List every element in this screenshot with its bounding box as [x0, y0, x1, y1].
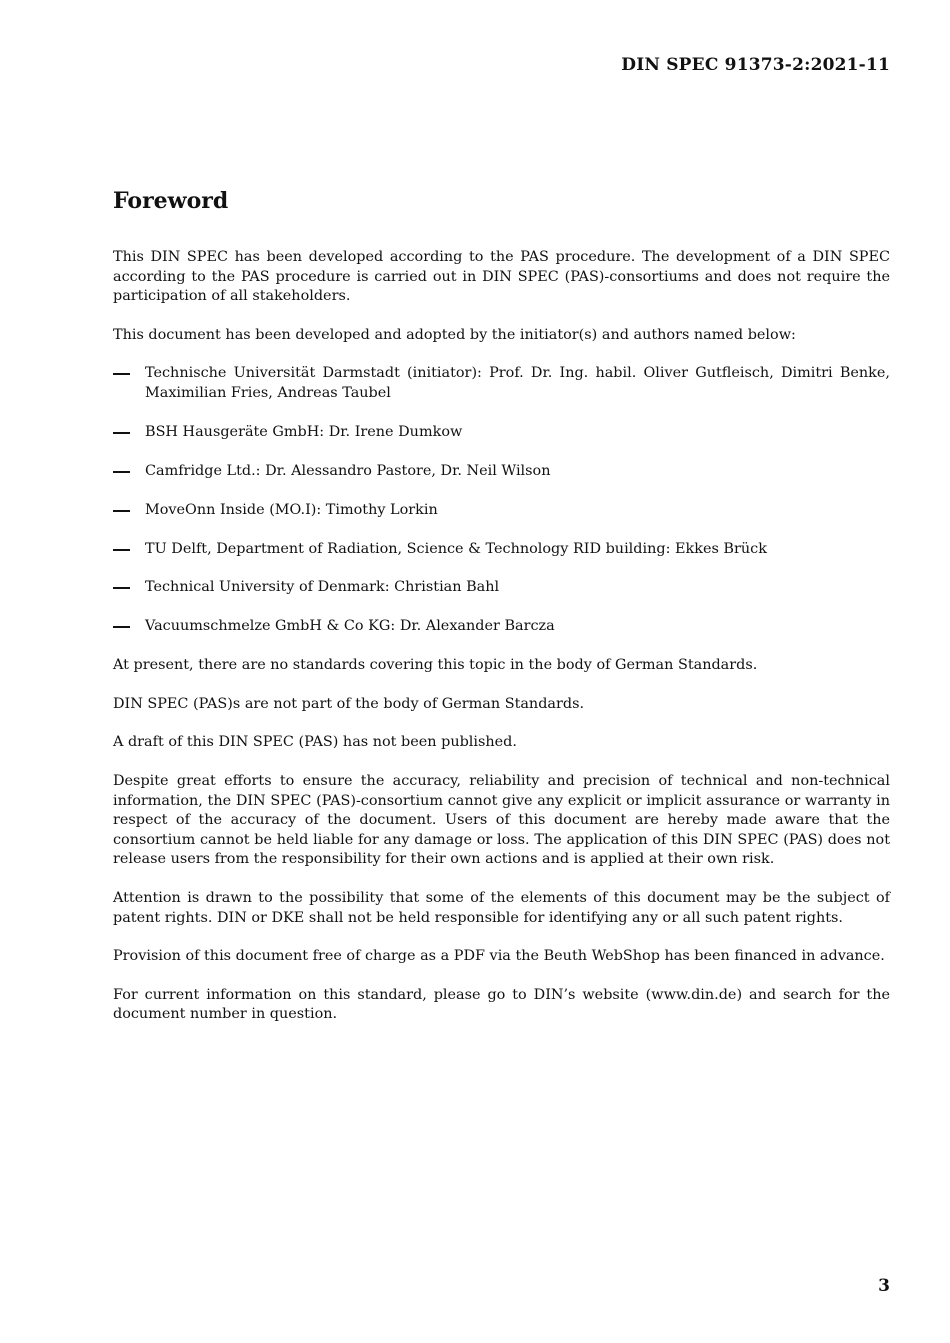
disclaimer-paragraph: Despite great efforts to ensure the accuracy, reliability and precision of technical and non-technical information, the DIN SPEC (PAS)-consortium cannot give any explicit or implicit assurance or warranty in respect of the accuracy of the document. Users of this document are hereby made aware that the consortium cannot be held liable for any damage or loss. The application of this DIN SPEC (PAS) does not release users from the responsibility for their own actions and is applied at their own risk. — [113, 772, 890, 868]
document-id: DIN SPEC 91373-2:2021-11 — [621, 55, 890, 75]
authors-list — [113, 364, 890, 637]
standards-paragraph: At present, there are no standards covering this topic in the body of German Standards. — [113, 657, 758, 674]
dash-bullet-icon — [113, 432, 130, 434]
provision-paragraph: Provision of this document free of charge as a PDF via the Beuth WebShop has been financed in advance. — [113, 948, 885, 965]
list-item — [113, 364, 890, 403]
dash-bullet-icon — [113, 373, 130, 375]
list-item-text: MoveOnn Inside (MO.I): Timothy Lorkin — [145, 501, 438, 518]
page-number: 3 — [878, 1276, 890, 1296]
list-item-text: TU Delft, Department of Radiation, Science & Technology RID building: Ekkes Brück — [145, 540, 767, 557]
list-item — [113, 540, 890, 560]
patent-paragraph: Attention is drawn to the possibility that some of the elements of this document may be the subject of patent rights. DIN or DKE shall not be held responsible for identifying any or all such patent rights. — [113, 889, 890, 926]
dash-bullet-icon — [113, 471, 130, 473]
dash-bullet-icon — [113, 626, 130, 628]
pas-paragraph: DIN SPEC (PAS)s are not part of the body of German Standards. — [113, 695, 585, 712]
authors-intro-paragraph: This document has been developed and adopted by the initiator(s) and authors named below: — [113, 326, 796, 343]
dash-bullet-icon — [113, 587, 130, 589]
list-item — [113, 501, 890, 521]
dash-bullet-icon — [113, 549, 130, 551]
list-item-text: Vacuumschmelze GmbH & Co KG: Dr. Alexander Barcza — [145, 618, 555, 635]
page-content — [113, 186, 890, 1044]
list-item — [113, 578, 890, 598]
list-item-text: Camfridge Ltd.: Dr. Alessandro Pastore, Dr. Neil Wilson — [145, 462, 551, 479]
list-item-text: BSH Hausgeräte GmbH: Dr. Irene Dumkow — [145, 423, 463, 440]
list-item — [113, 462, 890, 482]
list-item — [113, 617, 890, 637]
list-item-text: Technical University of Denmark: Christian Bahl — [145, 579, 500, 596]
intro-paragraph: This DIN SPEC has been developed according to the PAS procedure. The development of a DIN SPEC according to the PAS procedure is carried out in DIN SPEC (PAS)-consortiums and does not require the participation of all stakeholders. — [113, 249, 890, 305]
list-item-text: Technische Universität Darmstadt (initiator): Prof. Dr. Ing. habil. Oliver Gutfleisch, Dimitri Benke, Maximilian Fries, Andreas Taubel — [145, 365, 890, 401]
website-paragraph: For current information on this standard, please go to DIN’s website (www.din.de) and search for the document number in question. — [113, 986, 890, 1023]
list-item — [113, 423, 890, 443]
dash-bullet-icon — [113, 510, 130, 512]
draft-paragraph: A draft of this DIN SPEC (PAS) has not been published. — [113, 734, 517, 751]
section-title: Foreword — [113, 188, 229, 214]
